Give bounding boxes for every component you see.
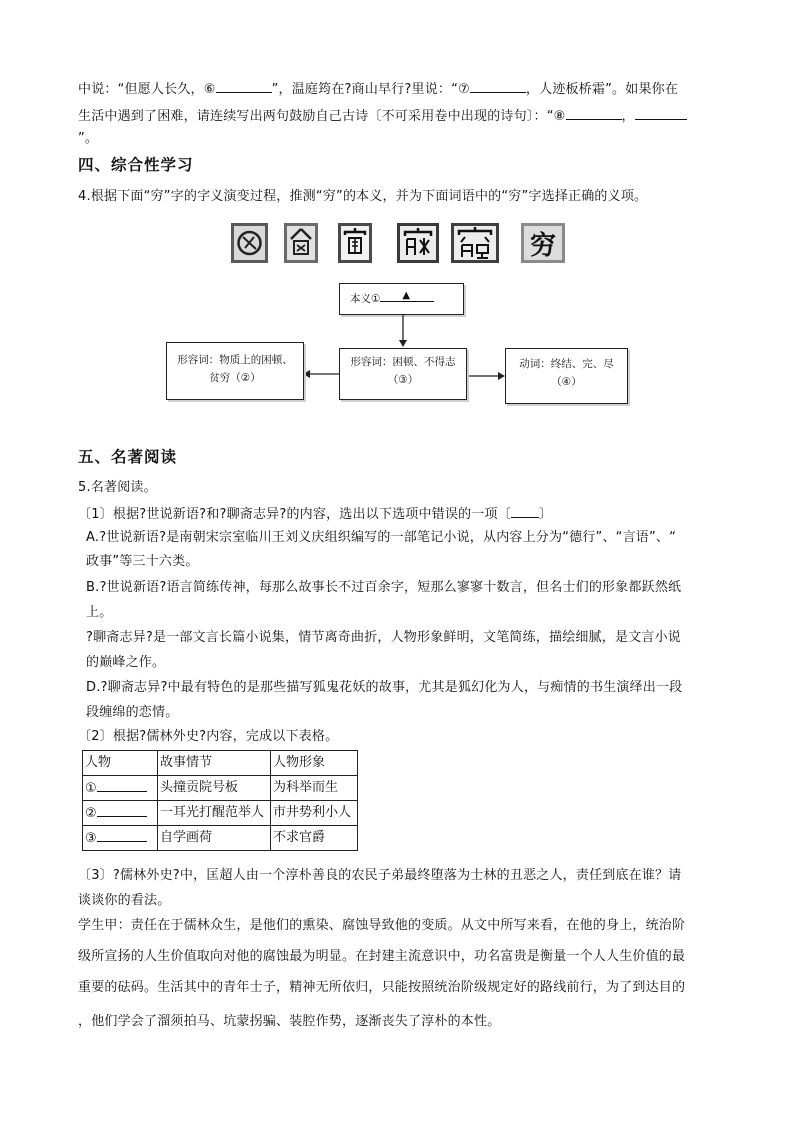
poem-line-1-part-b: ”，温庭筠在?商山早行?里说：“⑦ [271,82,470,97]
answer-line-2: 级所宣扬的人生价值取向对他的腐蚀最为明显。在封建主流意识中，功名富贵是衡量一个人人生价值的最 [78,949,686,964]
poem-line-2-part-a: 生活中遇到了困难，请连续写出两句鼓励自己古诗〔不可采用卷中出现的诗句〕：“⑧ [78,109,566,124]
question-5-1 [78,503,552,525]
option-a-line-2: 政事”等三十六类。 [86,554,199,569]
rulin-table [82,750,358,851]
poem-line-3: ”。 [78,131,99,146]
table-image-cell: 为科举而生 [271,776,358,801]
modern-glyph-text: 穷 [524,226,562,260]
table-person-cell[interactable] [83,801,158,826]
table-image-cell: 不求官爵 [271,826,358,851]
option-d-line-1: D.?聊斋志异?中最有特色的是那些描写狐鬼花妖的故事，尤其是狐幻化为人，与痴情的书生演绎出一段 [86,680,683,695]
question-5-intro: 5.名著阅读。 [78,480,157,495]
right-box-line-1: 动词：终结、完、尽 [519,358,614,370]
poem-line-1-part-a: 中说：“但愿人长久，⑥ [78,82,216,97]
diagram-right-box [505,348,628,404]
table-row [83,776,358,801]
table-person-cell[interactable] [83,826,158,851]
answer-line-3: 重要的砝码。生活其中的青年士子，精神无所依归，只能按照统治阶级规定好的路线前行，为了到达目的 [78,980,686,995]
poem-line-1-part-c: ，人迹板桥霜”。如果你在 [525,82,679,97]
person-blank[interactable] [97,802,147,817]
answer-blank-5-1[interactable] [511,503,539,518]
option-b-line-1: B.?世说新语?语言简练传神，每那么故事长不过百余字，短那么寥寥十数言，但名士们的形象都跃然纸 [86,580,682,595]
center-box-line-1: 形容词：困顿、不得志 [350,356,456,368]
person-blank[interactable] [97,827,147,842]
row-number: ③ [85,830,97,846]
question-5-3-line-1: 〔3〕?儒林外史?中，匡超人由一个淳朴善良的农民子弟最终堕落为士林的丑恶之人，责任到底在谁？请 [78,868,682,883]
table-person-cell[interactable] [83,776,158,801]
answer-line-1: 学生甲：责任在于儒林众生，是他们的熏染、腐蚀导致他的变质。从文中所写来看，在他的身上，统治阶 [78,918,686,933]
table-plot-cell: 一耳光打醒范举人 [158,801,271,826]
left-box-line-1: 形容词：物质上的困顿、 [177,354,293,366]
row-number: ② [85,805,97,821]
triangle-marker: ▲ [402,290,411,301]
question-5-1-text: 〔1〕根据?世说新语?和?聊斋志异?的内容，选出以下选项中错误的一项〔 [78,507,511,522]
question-5-1-end: 〕 [538,507,553,522]
section-5-heading: 五、名著阅读 [78,448,178,466]
table-row [83,826,358,851]
table-image-cell: 市井势利小人 [271,801,358,826]
poem-line-2-part-b: ， [621,109,635,124]
table-row [83,801,358,826]
option-d-line-2: 段缠绵的恋情。 [86,705,179,720]
right-box-line-2: （④） [551,376,582,388]
section-4-heading: 四、综合性学习 [78,156,194,174]
left-box-line-2: 贫穷（②） [209,372,261,384]
option-c-line-1: ?聊斋志异?是一部文言长篇小说集，情节离奇曲折，人物形象鲜明，文笔简练，描绘细腻，是文言小说 [86,630,682,645]
question-5-3-line-2: 谈谈你的看法。 [78,893,171,908]
table-header-image: 人物形象 [271,751,358,776]
question-5-2: 〔2〕根据?儒林外史?内容，完成以下表格。 [78,729,339,744]
option-b-line-2: 上。 [86,605,113,620]
table-plot-cell: 自学画荷 [158,826,271,851]
question-4: 4.根据下面“穷”字的字义演变过程，推测“穷”的本义，并为下面词语中的“穷”字选择正确的义项。 [78,189,648,204]
answer-line-4: ，他们学会了溜须拍马、坑蒙拐骗、装腔作势，逐渐丧失了淳朴的本性。 [78,1014,501,1029]
option-c-line-2: 的巅峰之作。 [86,655,166,670]
row-number: ① [85,780,97,796]
center-box-line-2: （③） [387,374,419,386]
person-blank[interactable] [97,777,147,792]
diagram-center-box [339,348,467,400]
table-plot-cell: 头撞贡院号板 [158,776,271,801]
table-header-person: 人物 [83,751,158,776]
diagram-left-box [166,342,304,400]
table-header-plot: 故事情节 [158,751,271,776]
option-a-line-1: A.?世说新语?是南朝宋宗室临川王刘义庆组织编写的一部笔记小说，从内容上分为“德行”、“言语”、“ [86,530,677,545]
table-header-row [83,751,358,776]
original-meaning-label: 本义① [350,293,381,305]
